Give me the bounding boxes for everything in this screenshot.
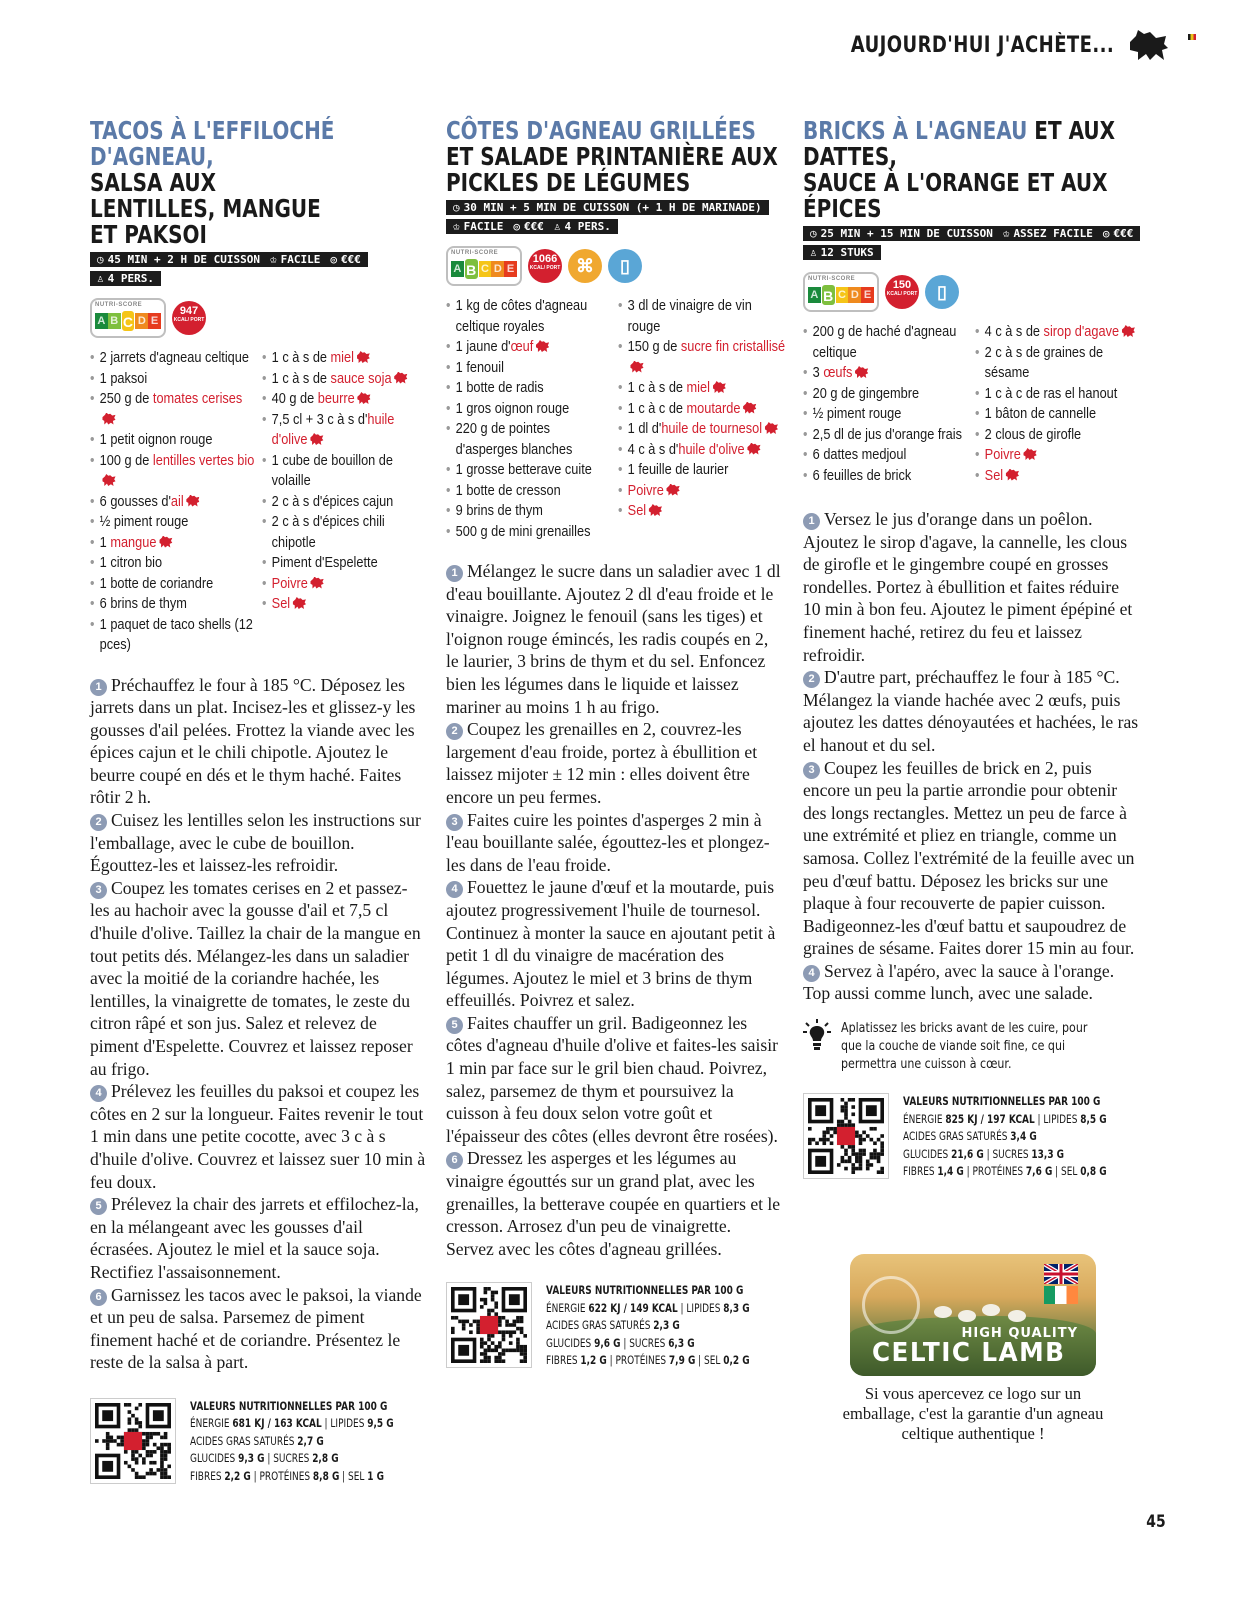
highlighted-ingredient[interactable]: ail (170, 493, 184, 510)
ingredient-item: • 1 botte de radis (446, 378, 613, 399)
highlighted-ingredient[interactable]: mangue (110, 534, 157, 551)
nutri-letter-d: D (848, 287, 861, 303)
nutrition-row: FIBRES 1,2 G | PROTÉINES 7,9 G | SEL 0,2 G (546, 1353, 750, 1368)
ingredient-item: • 1 fenouil (446, 358, 613, 379)
lion-icon (102, 474, 115, 486)
highlighted-ingredient[interactable]: Poivre (627, 482, 664, 499)
ingredient-item: • 3 œufs (803, 363, 970, 384)
recipe-persons-bar (803, 245, 881, 260)
lion-icon (310, 433, 323, 445)
step-number-icon: 2 (446, 723, 463, 740)
recipe-step: 3 Coupez les feuilles de brick en 2, puis encore un peu la partie arrondie pour obtenir des longs rectangles. Mettez un peu de farce à une extrémité et pliez en triangle, comme un samosa. Collez l'extrémité de la feuille avec un peu d'œuf battu. Déposez les bricks sur une plaque à four recouverte de papier cuisson. Badigeonnez-les d'œuf battu et saupoudrez de graines de sésame. Faites dorer 15 min au four. (803, 757, 1135, 959)
ingredient-item: • 2 c à s d'épices chili chipotle (262, 512, 429, 553)
clock-icon: ◷ (810, 227, 817, 240)
title-accent: BRICKS À L'AGNEAU (803, 116, 1028, 145)
step-number-icon: 5 (90, 1198, 107, 1215)
nutri-letter-c: C (479, 261, 492, 277)
ingredient-item: • 150 g de sucre fin cristallisé (618, 337, 785, 378)
uk-flag-icon (1044, 1264, 1078, 1284)
recipe-info-bar-2 (446, 219, 618, 234)
recipe-info-bar (803, 226, 1140, 241)
step-number-icon: 3 (90, 882, 107, 899)
recipe-steps (90, 674, 426, 1374)
recipe-price: €€€ (524, 220, 544, 233)
nutrition-row: ACIDES GRAS SATURÉS 2,3 G (546, 1318, 680, 1333)
highlighted-ingredient[interactable]: Sel (627, 503, 647, 519)
recipe-tacos (90, 118, 440, 1485)
highlighted-ingredient[interactable]: lentilles vertes bio (152, 452, 255, 469)
ingredient-item: • 1 dl d'huile de tournesol (618, 419, 785, 440)
ingredient-item (618, 481, 785, 502)
ingredient-column-a (446, 296, 618, 542)
lion-icon (855, 366, 868, 378)
highlighted-ingredient[interactable]: moutarde (686, 400, 741, 417)
nutrition-row: ACIDES GRAS SATURÉS 2,7 G (190, 1433, 324, 1448)
nutri-letter-e: E (504, 261, 517, 277)
ingredient-item: • 2 c à s d'épices cajun (262, 492, 429, 513)
ingredient-item: • 1 botte de cresson (446, 481, 613, 502)
page-header (793, 28, 1170, 62)
lion-icon (743, 402, 756, 414)
recipe-badges (90, 296, 440, 340)
step-number-icon: 3 (446, 814, 463, 831)
highlighted-ingredient[interactable]: sauce soja (330, 370, 392, 387)
ingredient-item: • ½ piment rouge (90, 512, 257, 533)
nutrition-row: GLUCIDES 9,3 G | SUCRES 2,8 G (190, 1451, 339, 1466)
recipe-cotes (446, 118, 796, 1370)
chef-hat-icon: ♔ (269, 253, 277, 266)
belgian-flag-icon (1188, 34, 1196, 40)
ingredient-item: • 1 paquet de taco shells (12 pces) (90, 615, 257, 656)
step-number-icon: 6 (446, 1152, 463, 1169)
lactose-free-icon: ▯ (925, 275, 959, 309)
recipe-step: 2 D'autre part, préchauffez le four à 185 °C. Mélangez la viande hachée avec 2 œufs, puis ajoutez les dattes dénoyautées et hachées, le ras el hanout et du sel. (803, 667, 1139, 755)
sheep-icon (1008, 1310, 1026, 1322)
recipe-step: 4 Fouettez le jaune d'œuf et la moutarde, puis ajoutez progressivement l'huile de tournesol. Continuez à monter la sauce en ajoutant petit à petit 1 dl du vinaigre de macération des légumes. Ajoutez le miel et 3 brins de thym effeuillés. Poivrez et salez. (446, 877, 776, 1011)
gluten-free-icon: ⌘ (568, 249, 602, 283)
recipe-step: 3 Faites cuire les pointes d'asperges 2 min à l'eau bouillante salée, égouttez-les et plongez-les dans de l'eau froide. (446, 809, 770, 875)
recipe-step: 4 Prélevez les feuilles du paksoi et coupez les côtes en 2 sur la longueur. Faites revenir le tout 1 min dans une petite cocotte, avec 3 c à s d'huile d'olive. Couvrez et laissez suer 10 min à feu doux. (90, 1081, 426, 1192)
recipe-steps (446, 560, 782, 1260)
recipe-time: 25 MIN + 15 MIN DE CUISSON (820, 227, 993, 240)
ingredient-item: • 1 bâton de cannelle (975, 404, 1142, 425)
delhaize-lion-icon (1128, 28, 1170, 62)
ingredient-item (975, 445, 1142, 466)
lactose-free-icon: ▯ (608, 249, 642, 283)
recipe-title (446, 118, 790, 196)
nutri-letter-a: A (808, 287, 821, 303)
ingredient-column-a (90, 348, 262, 656)
clock-icon: ◷ (97, 253, 104, 266)
ingredient-item: • Piment d'Espelette (262, 553, 429, 574)
nutrition-title: VALEURS NUTRITIONNELLES PAR 100 G (903, 1094, 1101, 1109)
ingredient-item: • 500 g de mini grenailles (446, 522, 613, 543)
lion-icon (1122, 325, 1135, 337)
lion-icon (357, 351, 370, 363)
ingredient-item: • 6 gousses d'ail (90, 492, 257, 513)
lion-icon (186, 495, 199, 507)
lion-icon (747, 443, 760, 455)
ingredient-item: • 1 mangue (90, 533, 257, 554)
recipe-badges (446, 244, 796, 288)
recipe-step: 5 Prélevez la chair des jarrets et effilochez-la, en la mélangeant avec les gousses d'ail écrasées. Ajoutez le miel et la sauce soja. Rectifiez l'assaisonnement. (90, 1194, 419, 1282)
recipe-time: 30 MIN + 5 MIN DE CUISSON (+ 1 H DE MARINADE) (463, 201, 762, 214)
nutrition-row: GLUCIDES 21,6 G | SUCRES 13,3 G (903, 1146, 1065, 1161)
chef-hat-icon: ♔ (453, 220, 460, 233)
nutri-scale (95, 311, 161, 331)
highlighted-ingredient[interactable]: sirop d'agave (1043, 324, 1120, 340)
recipe-step: 1 Mélangez le sucre dans un saladier avec 1 dl d'eau bouillante. Ajoutez 2 dl d'eau froide et le vinaigre. Joignez le fenouil (sans les tiges) et l'oignon rouge émincés, les radis coupés en 2, le laurier, 3 brins de thym et du sel. Enfoncez bien les légumes dans le liquide et laissez mariner au moins 1 h au frigo. (446, 561, 781, 717)
sheep-icon (982, 1304, 1000, 1316)
recipe-step: 4 Servez à l'apéro, avec la sauce à l'orange. Top aussi comme lunch, avec une salade. (803, 960, 1115, 1004)
step-number-icon: 1 (90, 679, 107, 696)
nutri-letter-b: B (108, 313, 121, 329)
recipe-persons: 4 PERS. (564, 220, 611, 233)
ingredient-item: • 2 clous de girofle (975, 425, 1142, 446)
highlighted-ingredient[interactable]: beurre (317, 391, 355, 407)
ingredient-item: • 1 c à s de miel (618, 378, 785, 399)
recipe-title (90, 118, 434, 248)
nutri-score-badge: NUTRI-SCORE A B C D E (803, 272, 879, 312)
nutrition-title: VALEURS NUTRITIONNELLES PAR 100 G (546, 1283, 744, 1298)
step-number-icon: 3 (803, 762, 820, 779)
lion-icon (159, 536, 172, 548)
ingredient-item: • 3 dl de vinaigre de vin rouge (618, 296, 785, 337)
ingredient-item: • 1 cube de bouillon de volaille (262, 451, 429, 492)
ingredient-item: • 1 citron bio (90, 553, 257, 574)
recipe-steps (803, 508, 1139, 1005)
nutrition-row: ÉNERGIE 681 KJ / 163 KCAL | LIPIDES 9,5 G (190, 1416, 394, 1431)
highlighted-ingredient[interactable]: miel (686, 380, 710, 396)
recipe-title (803, 118, 1147, 222)
nutrition-row: FIBRES 2,2 G | PROTÉINES 8,8 G | SEL 1 G (190, 1468, 385, 1483)
sheep-icon (934, 1306, 952, 1318)
recipe-step: 2 Cuisez les lentilles selon les instructions sur l'emballage, avec le cube de bouillon. Égouttez-les et laissez-les refroidir. (90, 810, 421, 876)
recipe-price: €€€ (340, 253, 361, 266)
recipe-info-bar (90, 252, 368, 267)
ingredient-item: • 6 feuilles de brick (803, 466, 970, 487)
highlighted-ingredient[interactable]: tomates cerises (152, 391, 243, 407)
title-dark: ET SALADE PRINTANIÈRE AUX PICKLES DE LÉGUMES (446, 142, 778, 197)
celtic-knot-icon (862, 1276, 920, 1334)
ingredient-item: • 6 brins de thym (90, 594, 257, 615)
ingredient-item: • 1 c à s de sauce soja (262, 369, 429, 390)
ingredient-item: • 1 feuille de laurier (618, 460, 785, 481)
qr-code[interactable] (446, 1282, 532, 1368)
persons-icon: ♙ (97, 272, 104, 285)
recipe-bricks (803, 118, 1153, 1181)
price-icon: ◎ (513, 220, 520, 233)
nutrition-row: FIBRES 1,4 G | PROTÉINES 7,6 G | SEL 0,8 G (903, 1164, 1107, 1179)
ingredient-item: • 4 c à s d'huile d'olive (618, 440, 785, 461)
clock-icon: ◷ (453, 201, 460, 214)
celtic-lamb-label: CELTIC LAMB (872, 1338, 1066, 1368)
ingredient-item: • 1 gros oignon rouge (446, 399, 613, 420)
ingredient-item: • ½ piment rouge (803, 404, 970, 425)
nutri-letter-e: E (148, 313, 161, 329)
step-number-icon: 4 (803, 965, 820, 982)
nutri-letter-a: A (451, 261, 464, 277)
nutri-letter-b: B (821, 284, 836, 306)
recipe-step: 5 Faites chauffer un gril. Badigeonnez les côtes d'agneau d'huile d'olive et faites-les saisir 1 min par face sur le gril bien chaud. Poivrez, salez, parsemez de thym et poursuivez la cuisson à feu doux selon votre goût et l'épaisseur des côtes (elles devront être rosées). (446, 1012, 778, 1146)
ingredient-item: • 250 g de tomates cerises (90, 389, 257, 430)
ingredient-item: • 1 c à c de ras el hanout (975, 384, 1142, 405)
kcal-badge: 947 KCAL/ PORT (172, 301, 206, 335)
nutri-letter-c: C (121, 310, 136, 332)
persons-icon: ♙ (810, 246, 817, 259)
ingredient-item (262, 594, 429, 615)
ingredient-list (90, 348, 440, 656)
qr-code-icon (95, 1403, 171, 1479)
highlighted-ingredient[interactable]: œufs (823, 365, 853, 381)
ingredient-item: • 2 jarrets d'agneau celtique (90, 348, 257, 369)
ingredient-item: • 1 c à c de moutarde (618, 399, 785, 420)
recipe-step: 1 Préchauffez le four à 185 °C. Déposez les jarrets dans un plat. Incisez-les et glissez-y les gousses d'ail pelées. Frottez la viande avec les épices cajun et le chili chipotle. Ajoutez le beurre coupé en dés et le thym haché. Faites rôtir 2 h. (90, 674, 416, 808)
ingredient-item: • 1 c à s de miel (262, 348, 429, 369)
kcal-badge: 150 KCAL/ PORT (885, 275, 919, 309)
highlighted-ingredient[interactable]: Sel (984, 467, 1004, 484)
step-number-icon: 1 (446, 565, 463, 582)
recipe-step: 3 Coupez les tomates cerises en 2 et passez-les au hachoir avec la gousse d'ail et 7,5 cl d'huile d'olive. Taillez la chair de la mangue en tout petits dés. Mélangez-les dans un saladier avec la moitié de la coriandre hachée, les lentilles, la vinaigrette de tomates, le zeste du citron râpé et son jus. Salez et relevez de piment d'Espelette. Couvrez et laissez reposer au frigo. (90, 877, 421, 1079)
nutrition-row: GLUCIDES 9,6 G | SUCRES 6,3 G (546, 1335, 695, 1350)
ingredient-list (446, 296, 796, 542)
recipe-persons: 4 PERS. (107, 272, 154, 285)
irish-flag-icon (1044, 1286, 1078, 1304)
celtic-caption: Si vous apercevez ce logo sur un emballage, c'est la garantie d'un agneau celtique authentique ! (842, 1384, 1104, 1443)
ingredient-item: • 100 g de lentilles vertes bio (90, 451, 257, 492)
nutri-letter-d: D (135, 313, 148, 329)
recipe-difficulty: FACILE (280, 253, 321, 266)
ingredient-item: • 7,5 cl + 3 c à s d'huile d'olive (262, 410, 429, 451)
ingredient-item: • 1 paksoi (90, 369, 257, 390)
chef-hat-icon: ♔ (1002, 227, 1010, 240)
ingredient-column-b (975, 322, 1150, 486)
recipe-badges (803, 270, 1153, 314)
ingredient-item: • 6 dattes medjoul (803, 445, 970, 466)
highlighted-ingredient[interactable]: œuf (510, 339, 534, 355)
lion-icon (666, 484, 679, 496)
lion-icon (310, 577, 323, 589)
ingredient-item: • 9 brins de thym (446, 501, 613, 522)
ingredient-item: • 4 c à s de sirop d'agave (975, 322, 1142, 343)
ingredient-item (975, 466, 1142, 487)
price-icon: ◎ (330, 253, 337, 266)
ingredient-item: • 1 kg de côtes d'agneau celtique royales (446, 296, 613, 337)
lion-icon (357, 392, 370, 404)
nutrition-block (90, 1398, 440, 1486)
highlighted-ingredient[interactable]: huile de tournesol (661, 421, 763, 437)
recipe-step: 2 Coupez les grenailles en 2, couvrez-les largement d'eau froide, portez à ébullition et laissez mijoter ± 12 min : elles doivent être encore un peu fermes. (446, 719, 758, 807)
recipe-step: 6 Garnissez les tacos avec le paksoi, la viande et un peu de salsa. Parsemez de piment finement haché et de coriandre. Présentez le reste de la salsa à part. (90, 1284, 422, 1373)
lion-icon (536, 340, 549, 352)
ingredient-column-b (262, 348, 437, 656)
recipe-tip (803, 1019, 1153, 1073)
lion-icon (394, 372, 407, 384)
ingredient-item: • 1 grosse betterave cuite (446, 460, 613, 481)
nutrition-values (546, 1282, 750, 1370)
title-dark: SALSA AUX LENTILLES, MANGUE ET PAKSOI (90, 168, 321, 249)
nutri-scale (451, 259, 517, 279)
nutri-letter-c: C (836, 287, 849, 303)
title-dark-inline: ET AUX DATTES, (803, 116, 1116, 171)
nutrition-title: VALEURS NUTRITIONNELLES PAR 100 G (190, 1398, 388, 1413)
step-number-icon: 6 (90, 1289, 107, 1306)
highlighted-ingredient[interactable]: Sel (271, 596, 291, 612)
ingredient-column-a (803, 322, 975, 486)
nutrition-values (190, 1398, 394, 1486)
nutri-letter-d: D (491, 261, 504, 277)
qr-code[interactable] (90, 1398, 176, 1484)
highlighted-ingredient[interactable]: huile d'olive (271, 411, 395, 448)
price-icon: ◎ (1102, 227, 1110, 240)
highlighted-ingredient[interactable]: miel (330, 350, 354, 366)
nutri-score-badge: NUTRI-SCORE A B C D E (446, 246, 522, 286)
highlighted-ingredient[interactable]: Poivre (984, 447, 1021, 463)
ingredient-item: • 1 jaune d'œuf (446, 337, 613, 358)
lion-icon (713, 381, 726, 393)
title-accent: CÔTES D'AGNEAU GRILLÉES (446, 116, 756, 145)
highlighted-ingredient[interactable]: huile d'olive (678, 441, 745, 458)
qr-code-icon (808, 1098, 884, 1174)
recipe-time: 45 MIN + 2 H DE CUISSON (107, 253, 260, 266)
step-number-icon: 4 (446, 881, 463, 898)
lion-icon (293, 597, 306, 609)
ingredient-item (262, 574, 429, 595)
celtic-lamb-logo (850, 1254, 1096, 1376)
recipe-step: 6 Dressez les asperges et les légumes au vinaigre égouttés sur un grand plat, avec les grenailles, la betterave coupée en quartiers et le cresson. Arrosez d'un peu de vinaigrette. Servez avec les côtes d'agneau grillées. (446, 1148, 781, 1259)
qr-code[interactable] (803, 1093, 889, 1179)
persons-icon: ♙ (553, 220, 561, 233)
recipe-persons-bar (90, 271, 161, 286)
highlighted-ingredient[interactable]: sucre fin cristallisé (680, 339, 786, 355)
ingredient-item: • 220 g de pointes d'asperges blanches (446, 419, 613, 460)
high-quality-label: HIGH QUALITY (961, 1326, 1078, 1341)
nutri-scale (808, 285, 874, 305)
step-number-icon: 1 (803, 513, 820, 530)
lion-icon (649, 504, 662, 516)
ingredient-item: • 2 c à s de graines de sésame (975, 343, 1142, 384)
title-dark: SAUCE À L'ORANGE ET AUX ÉPICES (803, 168, 1108, 223)
nutri-letter-e: E (861, 287, 874, 303)
lion-icon (1006, 469, 1019, 481)
recipe-difficulty: FACILE (463, 220, 504, 233)
ingredient-item: • 1 botte de coriandre (90, 574, 257, 595)
nutri-letter-a: A (95, 313, 108, 329)
lion-icon (1023, 448, 1036, 460)
recipe-step: 1 Versez le jus d'orange dans un poêlon. Ajoutez le sirop d'agave, la cannelle, les clous de girofle et le gingembre coupé en grosses rondelles. Portez à ébullition et faites réduire 10 min à bon feu. Ajoutez le piment épépiné et finement haché, retirez du feu et laissez refroidir. (803, 509, 1133, 665)
kcal-badge: 1066 KCAL/ PORT (528, 249, 562, 283)
recipe-persons: 12 STUKS (820, 246, 874, 259)
nutri-score-badge: NUTRI-SCORE A B C D E (90, 298, 166, 338)
nutrition-row: ACIDES GRAS SATURÉS 3,4 G (903, 1129, 1037, 1144)
nutrition-row: ÉNERGIE 622 KJ / 149 KCAL | LIPIDES 8,3 G (546, 1300, 750, 1315)
nutrition-block (803, 1093, 1153, 1181)
sheep-icon (958, 1310, 976, 1322)
ingredient-column-b (618, 296, 793, 542)
nutrition-values (903, 1093, 1107, 1181)
nutrition-block (446, 1282, 796, 1370)
step-number-icon: 2 (803, 671, 820, 688)
ingredient-item: • 20 g de gingembre (803, 384, 970, 405)
ingredient-list (803, 322, 1153, 486)
step-number-icon: 4 (90, 1085, 107, 1102)
lion-icon (765, 422, 778, 434)
ingredient-item: • 1 petit oignon rouge (90, 430, 257, 451)
step-number-icon: 2 (90, 814, 107, 831)
recipe-info-bar (446, 200, 769, 215)
tip-text: Aplatissez les bricks avant de les cuire, pour que la couche de viande soit fine, ce qui permettra une cuisson à cœur. (841, 1020, 1088, 1073)
qr-code-icon (451, 1287, 527, 1363)
ingredient-item (618, 501, 785, 522)
ingredient-item: • 2,5 dl de jus d'orange frais (803, 425, 970, 446)
recipe-difficulty: ASSEZ FACILE (1013, 227, 1093, 240)
lion-icon (630, 361, 643, 373)
title-accent: TACOS À L'EFFILOCHÉ D'AGNEAU, (90, 116, 335, 171)
step-number-icon: 5 (446, 1017, 463, 1034)
recipe-price: €€€ (1113, 227, 1134, 240)
page-number: 45 (1146, 1512, 1166, 1532)
header-title: AUJOURD'HUI J'ACHÈTE... (850, 32, 1114, 58)
nutri-letter-b: B (464, 258, 479, 280)
highlighted-ingredient[interactable]: Poivre (271, 575, 308, 592)
lion-icon (102, 413, 115, 425)
nutrition-row: ÉNERGIE 825 KJ / 197 KCAL | LIPIDES 8,5 G (903, 1111, 1107, 1126)
ingredient-item: • 200 g de haché d'agneau celtique (803, 322, 970, 363)
lightbulb-icon (803, 1019, 831, 1053)
ingredient-item: • 40 g de beurre (262, 389, 429, 410)
